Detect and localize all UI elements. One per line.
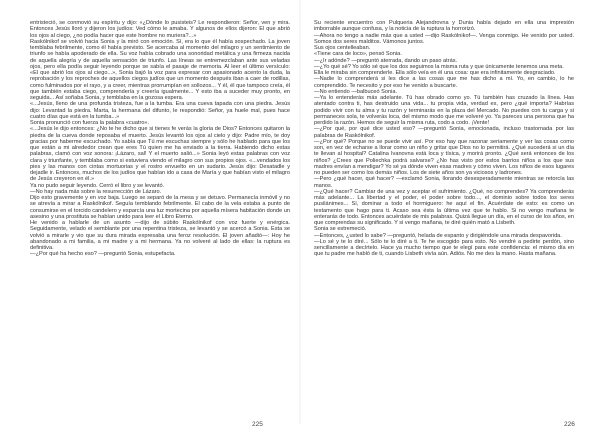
paragraph: —¿Por qué ha hecho eso? —preguntó Sonia, estupefacta. xyxy=(30,251,176,258)
paragraph: —No hay nada más sobre la resurrección de Lázaro. xyxy=(30,188,162,195)
book-gutter xyxy=(299,0,301,424)
paragraph: —Ya lo entenderás más adelante. Tú has obrado como yo. Tú también has cruzado la línea. Has atentado contra ti, has destruido una vida... tu propia vida, verdad es, pero ¿qué importa? Habrías podido vivir con tu alma y tu razón y terminarás en la plaza del Mercado. No puedes con tu carga y si permaneces sola, te volverás loca, del mismo modo que me volveré yo. Ya pareces una persona que ha perdido la razón. Hemos de seguir la misma ruta, codo a codo. ¡Vente! xyxy=(314,95,574,126)
paragraph: Ella le miraba sin comprenderle. Ella sólo veía en él una cosa: que era infinitamente desgraciado. xyxy=(314,70,556,76)
right-page-text xyxy=(314,20,574,380)
paragraph: Sus ojos centelleaban. xyxy=(314,45,371,51)
paragraph: Dijo esto gravemente y en voz baja. Luego se separó de la mesa y se detuvo. Permanecía inmóvil y no se atrevía a mirar a Raskólnikof. Seguía temblando febrilmente. El cabo de la vela estaba a punto de consumirse en el torcido candelero y esparcía una luz mortecina por aquella mísera habitación donde un asesino y una prostituta se habían unido para leer el Libro Eterno. xyxy=(30,195,290,220)
paragraph: «...Jesús, lleno de una profunda tristeza, fue a la tumba. Era una cueva tapada con una piedra. Jesús dijo: Levantad la piedra. Marta, la hermana del difunto, le respondió: Señor, ya huele mal, pues hace cuatro días que está en la tumba...» xyxy=(30,101,290,120)
paragraph: —Entonces, ¿usted lo sabe? —preguntó, helada de espanto y dirigiéndole una mirada despavorida. xyxy=(314,232,562,239)
paragraph: He venido a hablarle de un asunto —dijo de súbito Raskólnikof con voz fuerte y enérgica. Seguidamente, velado el semblante por una repentina tristeza, se levantó y se acercó a Sonia. Esta se volvió a mirarle y vio que su dura mirada expresaba una feroz resolución. El joven añadió—: Hoy he abandonado a mi familia, a mi madre y a mi hermana. Ya no volveré al lado de ellas: la ruptura es definitiva. xyxy=(30,220,290,251)
paragraph: Su reciente encuentro con Pulqueria Alejandrovna y Dunia había dejado en ella una impresión imborrable aunque confusa, y la noticia de la ruptura la horrorizó. xyxy=(314,20,574,33)
paragraph: —¿Por qué? Porque no se puede vivir así. Por eso hay que razonar seriamente y ver las cosas como son, en vez de echarse a llorar como un niño y gritar que Dios no lo permitirá. ¿Qué sucederá si un día te llevan al hospital? Catalina Ivanovna está loca y tísica, y morirá pronto. ¿Qué será entonces de los niños? ¿Crees que Poliechka podrá salvarse? ¿No has visto por estos barrios niños a los que sus madres envían a mendigar? Yo sé ya dónde viven esas madres y cómo viven. Los niños de esos lugares no pueden ser como los demás niños. Los de siete años son ya viciosos y ladrones. xyxy=(314,138,574,176)
paragraph: Raskólnikof se volvió hacia Sonia y la miró con emoción. Sí, era lo que él había sospechado. La joven temblaba febrilmente, como él había previsto. Se acercaba al momento del milagro y un sentimiento de triunfo se había apoderado de ella. Su voz había cobrado una sonoridad metálica y una firmeza nacida de aquella alegría y de aquella sensación de triunfo. Las líneas se entremezclaban ante sus veladas ojos, pero ella podía seguir leyendo porque se sabía el pasaje de memoria. Al leer el último versículo: «El que abrió los ojos al ciego...», Sonia bajó la voz para expresar con apasionado acento la duda, la reprobación y los reproches de aquellos ciegos judíos que un momento después iban a caer de rodillas, como fulminados por el rayo, y a creer, mientras prorrumpían en sollozos... Y él, él que tampoco creía, él que también estaba ciego, comprendería y creería igualmente... Y esto iba a suceder muy pronto, en seguida... Así soñaba Sonia, y temblaba en la gozosa espera. xyxy=(30,38,290,101)
paragraph: «Tiene cara de loco», pensó Sonia. xyxy=(314,51,402,58)
paragraph: —¿Yo qué sé? Yo sólo sé que los dos seguimos la misma ruta y que únicamente tenemos una meta. xyxy=(314,63,564,70)
page-number: 225 xyxy=(252,421,263,428)
paragraph: —¿Por qué, por qué dice usted eso? —preguntó Sonia, emocionada, incluso trastornada por las palabras de Raskólnikof. xyxy=(314,126,574,139)
paragraph: —No entiendo —balbuceó Sonia. xyxy=(314,88,398,95)
page-number: 226 xyxy=(564,421,575,428)
paragraph: —Pero ¿qué hacer, qué hacer? —exclamó Sonia, llorando desesperadamente mientras se retorcía las manos. xyxy=(314,176,574,189)
paragraph: Sonia se estremeció. xyxy=(314,226,367,233)
left-page xyxy=(30,20,290,428)
paragraph: —Lo sé y te lo diré... Sólo te lo diré a ti. Te he escogido para esto. No vendré a pedirte perdón, sino sencillamente a decírtelo. Hace ya mucho tiempo que te elegí para este confidencia: el mismo día en que tu padre me habló de ti, cuando Lisbeth vivía aún. Adiós. No me des la mano. Hasta mañana. xyxy=(314,238,574,258)
paragraph: —¿Ir adónde? —preguntó aterrada, dando un paso atrás. xyxy=(314,57,458,64)
paragraph: «...Jesús le dijo entonces: ¿No te he dicho que si tienes fe verás la gloria de Dios? Entonces quitaron la piedra de la cueva donde reposaba el muerto. Jesús levantó los ojos al cielo y dijo: Padre mío, te doy gracias por haberme escuchado. Yo sabía que Tú me escuchas siempre y sólo he hablado para que los que están a mi alrededor crean que eres Tú quien me ha enviado a la tierra. Habiendo dicho estas palabras, clamó con voz sonora: ¡Lázaro, sal! Y el muerto salió...» Sonia leyó estas palabras con voz clara y triunfante, y temblaba como si estuviera viendo el milagro con sus propios ojos. «...vendados los pies y las manos con cintas mortuorias y el rostro envuelto en un sudario. Jesús dijo: Desatadle y dejadle ir. Entonces, muchos de los judíos que habían ido a casa de María y que habían visto el milagro de Jesús creyeron en él.» xyxy=(30,126,290,183)
paragraph: Ya no pudo seguir leyendo. Cerró el libro y se levantó. xyxy=(30,182,165,189)
right-page xyxy=(314,20,575,428)
left-page-text xyxy=(30,20,290,380)
paragraph: —Ahora no tengo a nadie más que a usted —dijo Raskólnikof—. Venga conmigo. He venido por usted. Somos dos seres malditos. Vámonos juntos. xyxy=(314,32,574,45)
paragraph: Sonia pronunció con fuerza la palabra «cuatro». xyxy=(30,120,150,126)
paragraph: —¿Qué hacer? Cambiar de una vez y aceptar el sufrimiento. ¿Qué, no comprendes? Ya comprenderás más adelante... La libertad y el poder, el poder sobre todo..., el dominio sobre todos los seres pusilánimes... Sí, dominar a todo el hormiguero: he aquí el fin. Acuérdate de esto: es como un testamento que hago para ti. Acaso sea ésta la última vez que te hablo. Si no vengo mañana te enterarás de todo. Entonces acuérdate de mis palabras. Quizá llegue un día, en el curso de los años, en que comprendas su significado. Y si vengo mañana, te diré quién mató a Lisbeth. xyxy=(314,188,574,226)
paragraph: entristeció, se conmovió su espíritu y dijo: «¿Dónde lo pusisteis? Le respondieron: Señor, ven y mira. Entonces Jesús lloró y dijeron los judíos: Ved cómo le amaba. Y algunos de ellos dijeron: El que abrió los ojos al ciego, ¿no podía hacer que este hombre no muriera?...» xyxy=(30,20,290,39)
paragraph: —Nadie lo comprenderá si les dice a las cosas que me has dicho a mí. Yo, en cambio, lo he comprendido. Te necesito y por eso he venido a buscarte. xyxy=(314,76,574,89)
